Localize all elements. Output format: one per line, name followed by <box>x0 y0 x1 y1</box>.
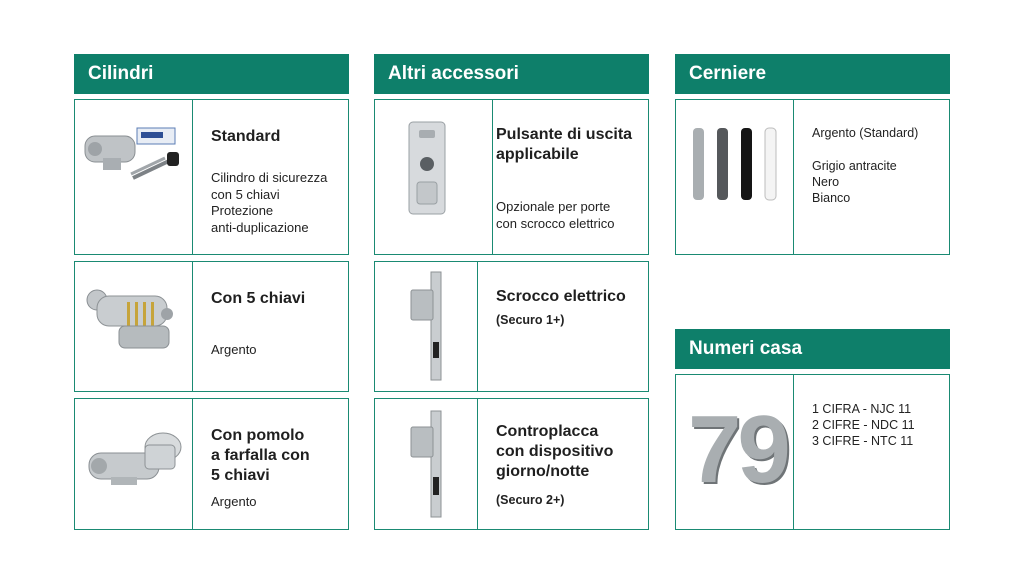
lock-cylinder-with-keys-icon <box>75 100 193 254</box>
card-numeri-casa[interactable] <box>675 374 950 530</box>
card-subtitle: (Securo 2+) <box>496 493 565 507</box>
card-desc: Cilindro di sicurezza con 5 chiavi Protezione anti-duplicazione <box>211 170 328 235</box>
card-cilindro-pomolo[interactable] <box>74 398 349 530</box>
card-title: Con 5 chiavi <box>211 290 306 307</box>
lock-cylinder-icon <box>75 262 193 391</box>
card-desc: Opzionale per porte con scrocco elettrico <box>496 199 615 231</box>
card-scrocco-elettrico[interactable] <box>374 261 649 392</box>
strike-plate-icon <box>375 399 478 529</box>
hinges-icon <box>676 100 794 254</box>
card-title: Controplacca con dispositivo giorno/notte <box>496 423 614 480</box>
exit-button-icon <box>375 100 493 254</box>
card-cilindro-standard[interactable] <box>74 99 349 255</box>
house-number-image <box>676 375 794 529</box>
numeri-header: Numeri casa <box>675 329 950 369</box>
cilindri-header: Cilindri <box>74 54 349 94</box>
card-cilindro-5-chiavi[interactable] <box>74 261 349 392</box>
cerniere-header: Cerniere <box>675 54 950 94</box>
card-title: Pulsante di uscita applicabile <box>496 126 633 163</box>
house-number: 79 <box>688 396 787 503</box>
hinge-colors: Grigio antracite Nero Bianco <box>812 159 897 205</box>
card-desc: Argento <box>211 494 257 509</box>
number-options: 1 CIFRA - NJC 11 2 CIFRE - NDC 11 3 CIFRE - NTC 11 <box>812 402 915 448</box>
card-controplacca[interactable] <box>374 398 649 530</box>
card-desc: Argento <box>211 342 257 357</box>
card-title: Con pomolo a farfalla con 5 chiavi <box>211 427 310 484</box>
thumbturn-cylinder-icon <box>75 399 193 529</box>
card-cerniere[interactable] <box>675 99 950 255</box>
accessori-header: Altri accessori <box>374 54 649 94</box>
card-subtitle: (Securo 1+) <box>496 313 565 327</box>
electric-strike-icon <box>375 262 478 391</box>
card-title: Standard <box>211 128 281 145</box>
hinge-color-standard: Argento (Standard) <box>812 126 919 140</box>
card-pulsante-uscita[interactable] <box>374 99 649 255</box>
card-title: Scrocco elettrico <box>496 288 626 305</box>
